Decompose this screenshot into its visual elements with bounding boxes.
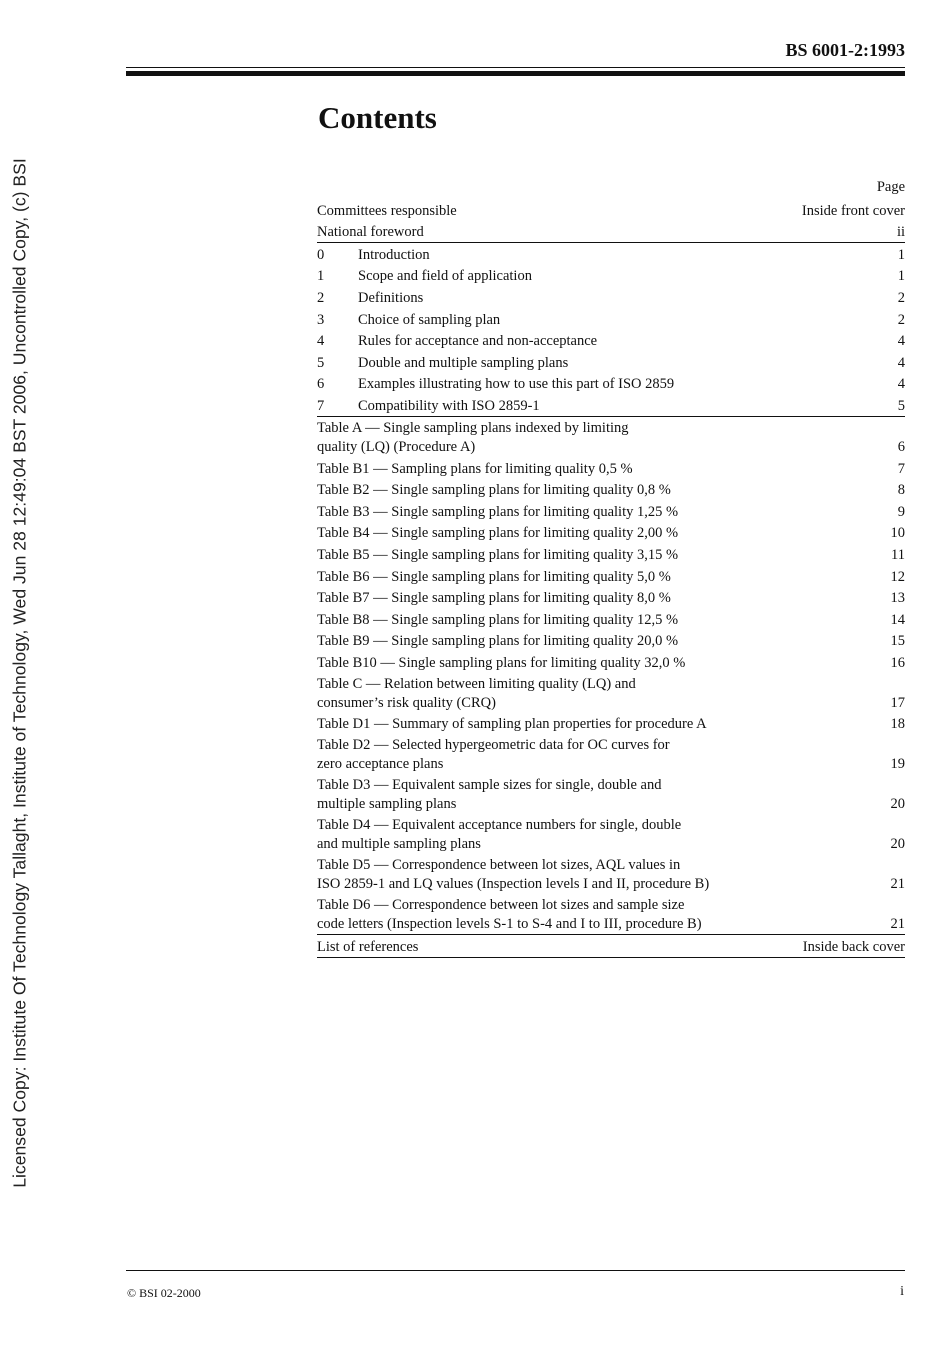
toc-entry-page: 4 xyxy=(897,376,905,393)
toc-entry-page: 14 xyxy=(890,611,905,628)
toc-entry-title: Scope and field of application xyxy=(358,268,532,285)
toc-entry-title-line: quality (LQ) (Procedure A) xyxy=(317,438,476,455)
toc-entry-title-line: Table D4 — Equivalent acceptance numbers for single, double xyxy=(317,817,682,834)
toc-entry xyxy=(317,457,905,479)
toc-entry xyxy=(317,854,905,894)
toc-entry-title: Table B8 — Single sampling plans for limiting quality 12,5 % xyxy=(317,611,679,628)
toc-entry-page: 18 xyxy=(890,716,905,733)
toc-entry-page: 20 xyxy=(890,796,905,813)
toc-entry-page: 5 xyxy=(897,397,905,414)
toc-entry-page: 16 xyxy=(890,654,905,671)
toc-entry-page: 10 xyxy=(890,525,905,542)
toc-entry xyxy=(317,673,905,713)
toc-entry xyxy=(317,814,905,854)
header-rule-thick xyxy=(126,71,905,76)
license-watermark: Licensed Copy: Institute Of Technology Tallaght, Institute of Technology, Wed Jun 28 12:49:04 BST 2006, Uncontrolled Copy, (c) BSI xyxy=(9,158,30,1188)
toc-entry-title xyxy=(317,776,881,814)
toc-entry xyxy=(317,394,905,417)
toc-entry-title: Examples illustrating how to use this part of ISO 2859 xyxy=(358,376,675,393)
toc-entry-title: Definitions xyxy=(358,289,424,306)
toc-entry-page: 13 xyxy=(890,590,905,607)
toc-entry-page: 4 xyxy=(897,333,905,350)
toc-entry-title-line: ISO 2859-1 and LQ values (Inspection levels I and II, procedure B) xyxy=(317,876,710,893)
toc-entry-page: 11 xyxy=(891,546,905,563)
toc-entry xyxy=(317,651,905,673)
toc-entry-page: 20 xyxy=(890,836,905,853)
toc-entry-page: 1 xyxy=(897,268,905,285)
toc-entry-number: 7 xyxy=(317,397,325,414)
table-of-contents xyxy=(317,177,905,958)
toc-entry-title: Table B4 — Single sampling plans for limiting quality 2,00 % xyxy=(317,525,679,542)
toc-entry-title-line: code letters (Inspection levels S-1 to S-4 and I to III, procedure B) xyxy=(317,916,702,933)
toc-entry-page: 2 xyxy=(897,311,905,328)
toc-entry-title: Compatibility with ISO 2859-1 xyxy=(358,397,540,414)
toc-entry xyxy=(317,373,905,395)
toc-entry-title: Table B5 — Single sampling plans for limiting quality 3,15 % xyxy=(317,546,679,563)
toc-entry xyxy=(317,479,905,501)
toc-entry-title: Table B6 — Single sampling plans for limiting quality 5,0 % xyxy=(317,568,671,585)
toc-entry-page: 6 xyxy=(897,438,905,455)
toc-entry-page: 9 xyxy=(897,503,905,520)
toc-entry xyxy=(317,734,905,774)
toc-entry-number: 5 xyxy=(317,354,325,371)
toc-entry xyxy=(317,265,905,287)
toc-entry xyxy=(317,500,905,522)
toc-entry-title-line: zero acceptance plans xyxy=(317,756,444,773)
toc-entry xyxy=(317,243,905,265)
toc-entry-page: 21 xyxy=(890,916,905,933)
toc-entry-title: Double and multiple sampling plans xyxy=(358,354,569,371)
toc-entry xyxy=(317,543,905,565)
toc-entry-title-line: Table C — Relation between limiting quality (LQ) and xyxy=(317,675,636,692)
toc-entry-page: 21 xyxy=(890,876,905,893)
toc-entry-title-line: consumer’s risk quality (CRQ) xyxy=(317,694,496,711)
toc-entry-page: 12 xyxy=(890,568,905,585)
toc-entry-title-line: Table D3 — Equivalent sample sizes for single, double and xyxy=(317,777,662,794)
toc-entry-title-line: and multiple sampling plans xyxy=(317,836,481,853)
toc-entry-title: Introduction xyxy=(358,246,430,263)
footer-copyright: © BSI 02-2000 xyxy=(127,1286,201,1300)
toc-entry-title xyxy=(317,419,888,457)
toc-entry xyxy=(317,522,905,544)
toc-entry-title: Rules for acceptance and non-acceptance xyxy=(358,333,598,350)
toc-entry xyxy=(317,565,905,587)
toc-entry-title xyxy=(317,675,881,713)
toc-entry-title-line: Table A — Single sampling plans indexed by limiting xyxy=(317,419,629,436)
toc-entry-title-line: Table D2 — Selected hypergeometric data for OC curves for xyxy=(317,737,670,754)
toc-entry-number: 4 xyxy=(317,333,325,350)
toc-entry-page: Inside front cover xyxy=(801,202,905,219)
toc-entry-title: Table B10 — Single sampling plans for limiting quality 32,0 % xyxy=(317,654,686,671)
toc-entry-title: Table B7 — Single sampling plans for limiting quality 8,0 % xyxy=(317,590,671,607)
toc-entry-title-line: multiple sampling plans xyxy=(317,796,457,813)
toc-entry-title: Table B1 — Sampling plans for limiting quality 0,5 % xyxy=(317,460,633,477)
toc-entry xyxy=(317,221,905,244)
footer-page-number: i xyxy=(900,1284,904,1299)
toc-entry-title xyxy=(317,816,881,854)
toc-entry xyxy=(317,587,905,609)
toc-entry xyxy=(317,630,905,652)
toc-entry-page: 2 xyxy=(897,289,905,306)
footer-rule xyxy=(126,1270,905,1271)
toc-entry-title: Table D1 — Summary of sampling plan properties for procedure A xyxy=(317,716,707,733)
toc-entry xyxy=(317,894,905,935)
toc-entry-title xyxy=(317,856,881,894)
document-code: BS 6001-2:1993 xyxy=(785,40,905,60)
toc-entry-number: 6 xyxy=(317,376,325,393)
toc-entry xyxy=(317,308,905,330)
toc-entry-page: ii xyxy=(896,224,905,241)
toc-entry-page: 8 xyxy=(897,482,905,499)
toc-entry-title: Committees responsible xyxy=(317,202,457,219)
page-column-label: Page xyxy=(876,179,905,195)
toc-entry xyxy=(317,351,905,373)
toc-entry xyxy=(317,774,905,814)
toc-entry-title: Table B2 — Single sampling plans for limiting quality 0,8 % xyxy=(317,482,671,499)
toc-entry-title: National foreword xyxy=(317,224,424,241)
toc-entry-page: 19 xyxy=(890,756,905,773)
page-title: Contents xyxy=(318,100,437,135)
toc-entry-number: 2 xyxy=(317,289,325,306)
toc-entry-page: Inside back cover xyxy=(802,939,905,956)
toc-entry-number: 0 xyxy=(317,246,325,263)
toc-entry-page: 15 xyxy=(890,633,905,650)
toc-entry xyxy=(317,417,905,457)
toc-entry xyxy=(317,608,905,630)
toc-entry-title: Table B9 — Single sampling plans for limiting quality 20,0 % xyxy=(317,633,679,650)
toc-entry-title: Choice of sampling plan xyxy=(358,311,501,328)
toc-entry xyxy=(317,713,905,735)
toc-entry-page: 1 xyxy=(897,246,905,263)
toc-entry xyxy=(317,935,905,958)
toc-entry-title: Table B3 — Single sampling plans for limiting quality 1,25 % xyxy=(317,503,679,520)
toc-entry-number: 3 xyxy=(317,311,325,328)
toc-entry xyxy=(317,199,905,221)
toc-entry xyxy=(317,286,905,308)
toc-entry xyxy=(317,330,905,352)
toc-entry-page: 4 xyxy=(897,354,905,371)
toc-entry-page: 17 xyxy=(890,694,905,711)
toc-entry-title xyxy=(317,736,881,774)
toc-entry-title-line: Table D6 — Correspondence between lot sizes and sample size xyxy=(317,897,685,914)
toc-entry-number: 1 xyxy=(317,268,325,285)
toc-entry-title-line: Table D5 — Correspondence between lot sizes, AQL values in xyxy=(317,857,681,874)
header-rule-thin xyxy=(126,67,905,68)
toc-entry-title: List of references xyxy=(317,939,419,956)
toc-entry-title xyxy=(317,896,881,934)
toc-entry-page: 7 xyxy=(897,460,905,477)
